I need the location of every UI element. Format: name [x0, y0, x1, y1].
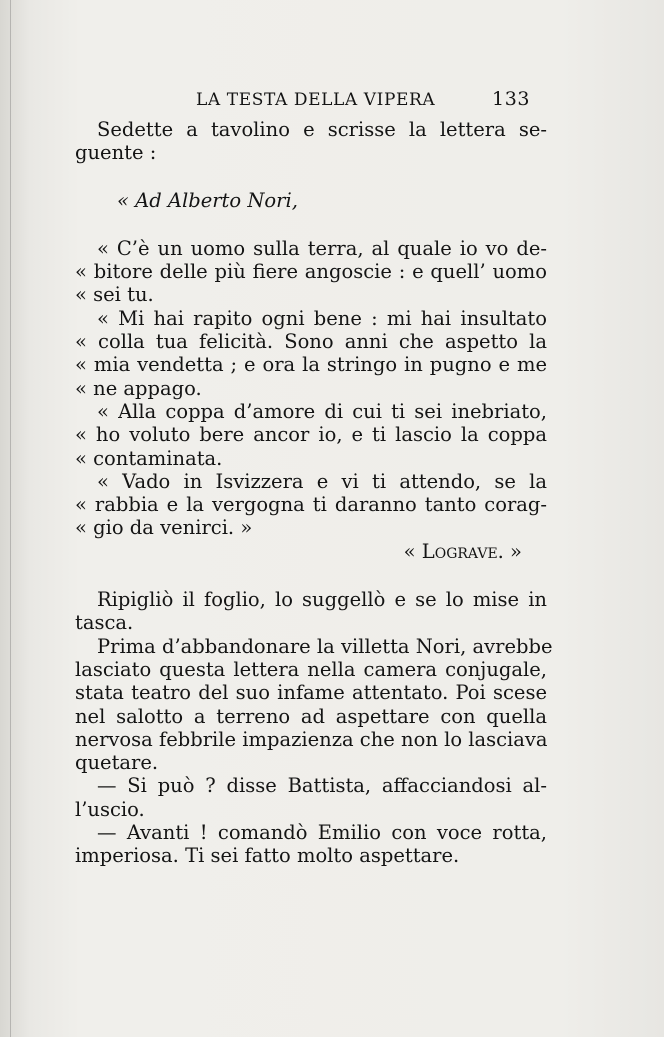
text-line: « sei tu.	[75, 283, 154, 307]
text-line: nel salotto a terreno ad aspettare con quella	[75, 704, 547, 728]
text-line: « Vado in Isvizzera e vi ti attendo, se la	[97, 469, 547, 493]
body-text	[75, 118, 553, 868]
text-line: « bitore delle più fiere angoscie : e quell’ uomo	[75, 260, 547, 284]
text-line: guente :	[75, 141, 157, 165]
running-header	[0, 86, 664, 114]
text-line: stata teatro del suo infame attentato. Poi scese	[75, 681, 547, 705]
text-line: « rabbia e la vergogna ti daranno tanto corag-	[75, 493, 547, 517]
text-line: « gio da venirci. »	[75, 516, 253, 540]
letter-signature: « Lograve. »	[403, 539, 522, 563]
text-line: lasciato questa lettera nella camera conjugale,	[75, 657, 547, 681]
text-line: — Avanti ! comandò Emilio con voce rotta,	[97, 821, 547, 845]
text-line: Ripigliò il foglio, lo suggellò e se lo mise in	[97, 588, 547, 612]
text-line: « Mi hai rapito ogni bene : mi hai insultato	[97, 306, 547, 330]
text-line: « colla tua felicità. Sono anni che aspetto la	[75, 330, 547, 354]
text-line: quetare.	[75, 751, 159, 775]
text-line: « mia vendetta ; e ora la stringo in pugno e me	[75, 353, 547, 377]
text-line: tasca.	[75, 611, 134, 635]
text-line: « ne appago.	[75, 376, 202, 400]
text-line: imperiosa. Ti sei fatto molto aspettare.	[75, 844, 460, 868]
text-line: « contaminata.	[75, 446, 223, 470]
page-edge-shadow	[10, 0, 11, 1037]
text-line: « ho voluto bere ancor io, e ti lascio la coppa	[75, 423, 547, 447]
text-line: « C’è un uomo sulla terra, al quale io vo de-	[97, 236, 547, 260]
letter-salutation: « Ad Alberto Nori,	[117, 188, 298, 212]
text-line: Prima d’abbandonare la villetta Nori, avrebbe	[97, 634, 553, 658]
text-line: — Si può ? disse Battista, affacciandosi al-	[97, 774, 547, 798]
page-number: 133	[492, 88, 531, 110]
text-line: Sedette a tavolino e scrisse la lettera se-	[97, 118, 547, 141]
text-line: nervosa febbrile impazienza che non lo lasciava	[75, 727, 548, 751]
text-line: l’uscio.	[75, 797, 145, 821]
running-title: LA TESTA DELLA VIPERA	[196, 90, 436, 110]
text-line: « Alla coppa d’amore di cui ti sei inebriato,	[97, 399, 547, 423]
